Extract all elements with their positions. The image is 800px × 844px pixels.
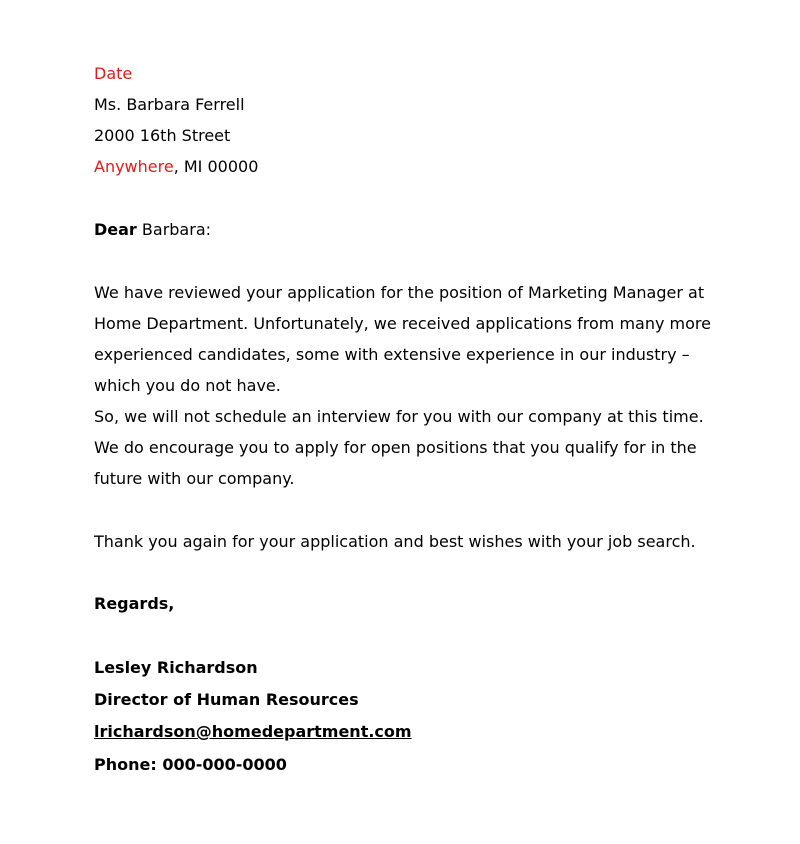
body-line: Home Department. Unfortunately, we received applications from many more	[94, 314, 711, 333]
signer-name: Lesley Richardson	[94, 658, 258, 677]
state-zip: , MI 00000	[173, 157, 259, 176]
body-line: We have reviewed your application for the position of Marketing Manager at	[94, 283, 705, 302]
body-line: experienced candidates, some with extensive experience in our industry –	[94, 345, 690, 364]
thanks-paragraph: Thank you again for your application and best wishes with your job search.	[94, 532, 696, 551]
city-placeholder: Anywhere	[94, 157, 174, 176]
signer-email-link[interactable]: lrichardson@homedepartment.com	[94, 722, 412, 741]
salutation-name: Barbara:	[136, 220, 212, 239]
body-line: We do encourage you to apply for open positions that you qualify for in the	[94, 438, 697, 457]
date-placeholder: Date	[94, 64, 133, 83]
recipient-city-line	[94, 157, 258, 177]
signer-phone: Phone: 000-000-0000	[94, 755, 287, 774]
body-line: which you do not have.	[94, 376, 281, 395]
body-line: future with our company.	[94, 469, 295, 488]
salutation	[94, 220, 211, 240]
body-line: So, we will not schedule an interview for you with our company at this time.	[94, 407, 704, 426]
recipient-street: 2000 16th Street	[94, 126, 231, 145]
salutation-greeting: Dear	[94, 220, 137, 239]
signer-title: Director of Human Resources	[94, 690, 359, 709]
closing-regards: Regards,	[94, 594, 175, 613]
recipient-name: Ms. Barbara Ferrell	[94, 95, 245, 114]
